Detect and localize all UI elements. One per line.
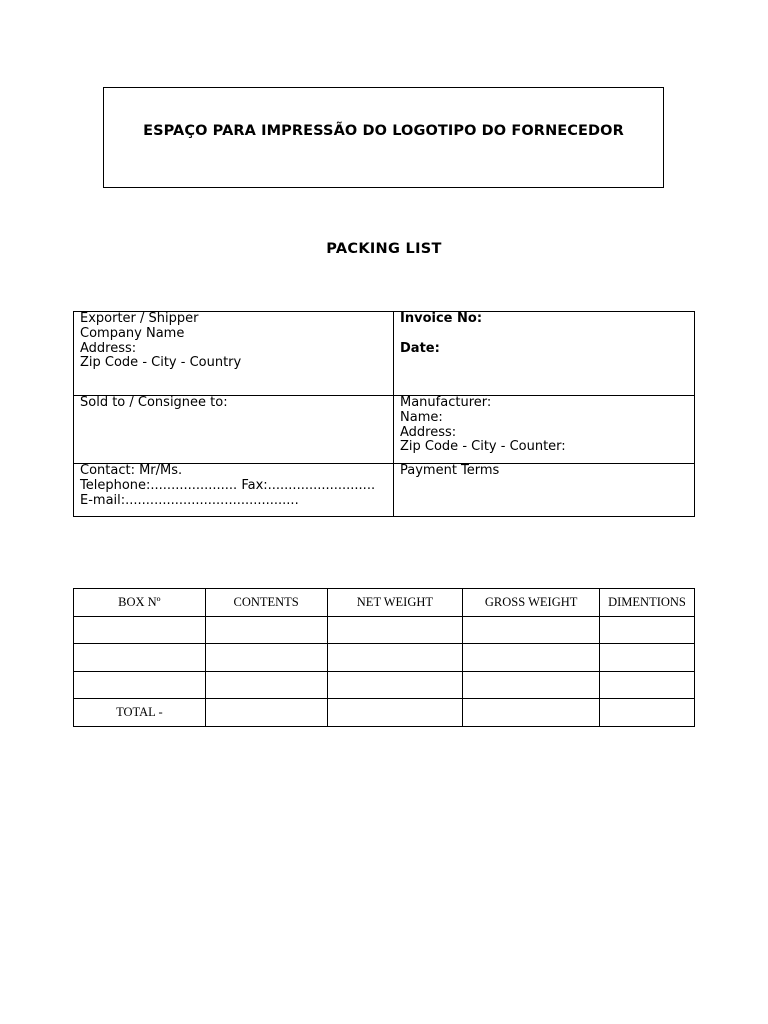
table-cell[interactable] — [74, 644, 206, 672]
table-header-row — [74, 589, 695, 617]
total-label: TOTAL - — [74, 699, 206, 727]
manufacturer-address-label: Address: — [400, 424, 457, 440]
packing-items-table — [73, 588, 695, 727]
table-row — [74, 644, 695, 672]
table-cell[interactable] — [327, 616, 463, 644]
table-cell[interactable] — [463, 644, 600, 672]
gross-weight-header: GROSS WEIGHT — [463, 589, 600, 617]
box-number-header: BOX Nº — [74, 589, 206, 617]
net-weight-header: NET WEIGHT — [327, 589, 463, 617]
table-row — [74, 671, 695, 699]
manufacturer-cell — [394, 396, 695, 464]
contents-header: CONTENTS — [205, 589, 327, 617]
shipment-info-table — [73, 311, 695, 517]
logo-placeholder-text: ESPAÇO PARA IMPRESSÃO DO LOGOTIPO DO FORNECEDOR — [143, 122, 624, 139]
total-row — [74, 699, 695, 727]
table-cell[interactable] — [463, 616, 600, 644]
table-cell[interactable] — [600, 699, 695, 727]
contact-cell — [74, 464, 394, 517]
company-name-label: Company Name — [80, 325, 185, 341]
telephone-fax-label: Telephone:..................... Fax:.......................... — [80, 477, 376, 493]
email-label: E-mail:.......................................... — [80, 492, 299, 508]
table-cell[interactable] — [463, 699, 600, 727]
table-cell[interactable] — [600, 644, 695, 672]
consignee-cell — [74, 396, 394, 464]
exporter-label: Exporter / Shipper — [80, 311, 199, 326]
invoice-cell — [394, 312, 695, 396]
sold-to-label: Sold to / Consignee to: — [80, 395, 228, 410]
table-cell[interactable] — [327, 699, 463, 727]
table-cell[interactable] — [205, 671, 327, 699]
table-cell[interactable] — [74, 616, 206, 644]
table-cell[interactable] — [205, 699, 327, 727]
contact-label: Contact: Mr/Ms. — [80, 463, 183, 478]
table-cell[interactable] — [327, 644, 463, 672]
payment-terms-cell — [394, 464, 695, 517]
payment-terms-label: Payment Terms — [400, 463, 500, 478]
exporter-zip-label: Zip Code - City - Country — [80, 355, 242, 371]
table-cell[interactable] — [463, 671, 600, 699]
manufacturer-label: Manufacturer: — [400, 395, 492, 410]
manufacturer-zip-label: Zip Code - City - Counter: — [400, 439, 566, 455]
supplier-logo-box — [103, 87, 664, 188]
manufacturer-name-label: Name: — [400, 409, 443, 425]
table-cell[interactable] — [327, 671, 463, 699]
document-title: PACKING LIST — [326, 241, 442, 257]
invoice-number-label: Invoice No: — [400, 311, 483, 326]
table-cell[interactable] — [205, 644, 327, 672]
dimentions-header: DIMENTIONS — [600, 589, 695, 617]
exporter-cell — [74, 312, 394, 396]
table-cell[interactable] — [205, 616, 327, 644]
date-label: Date: — [400, 340, 440, 356]
table-cell[interactable] — [600, 671, 695, 699]
table-cell[interactable] — [74, 671, 206, 699]
table-cell[interactable] — [600, 616, 695, 644]
table-row — [74, 616, 695, 644]
exporter-address-label: Address: — [80, 340, 137, 356]
